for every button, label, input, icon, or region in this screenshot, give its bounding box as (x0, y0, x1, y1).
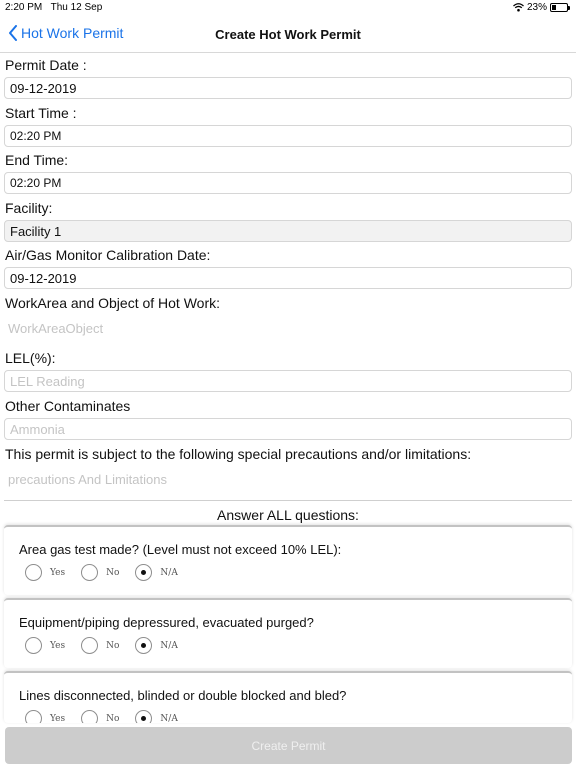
radio-circle-selected[interactable] (135, 710, 152, 723)
contaminates-field[interactable] (4, 418, 572, 440)
status-bar (0, 0, 576, 16)
battery-icon (550, 3, 568, 12)
end-time-label: End Time: (5, 152, 69, 168)
permit-date-value: 09-12-2019 (10, 80, 77, 96)
radio-yes[interactable] (25, 637, 65, 654)
create-permit-button[interactable] (5, 727, 572, 764)
radio-no[interactable] (81, 564, 119, 581)
radio-yes[interactable] (25, 710, 65, 723)
work-area-field[interactable]: WorkAreaObject (8, 321, 104, 336)
facility-label: Facility: (5, 200, 53, 216)
back-button-label: Hot Work Permit (21, 25, 124, 41)
start-time-value: 02:20 PM (10, 129, 62, 143)
question-card (4, 671, 572, 723)
contaminates-placeholder: Ammonia (10, 421, 65, 437)
calibration-date-value: 09-12-2019 (10, 270, 77, 286)
calibration-date-label: Air/Gas Monitor Calibration Date: (5, 247, 211, 263)
radio-no[interactable] (81, 637, 119, 654)
precautions-divider (4, 500, 572, 501)
radio-label: Yes (50, 640, 66, 651)
lel-label: LEL(%): (5, 350, 56, 366)
precautions-field[interactable]: precautions And Limitations (8, 472, 167, 487)
question-card (4, 598, 572, 668)
radio-na[interactable] (135, 564, 177, 581)
radio-label: Yes (50, 567, 66, 578)
status-right (513, 2, 568, 13)
questions-title: Answer ALL questions: (217, 507, 359, 523)
start-time-label: Start Time : (5, 105, 77, 121)
create-permit-label: Create Permit (251, 738, 326, 753)
precautions-label: This permit is subject to the following special precautions and/or limitations: (5, 446, 472, 462)
lel-field[interactable] (4, 370, 572, 392)
question-card (4, 525, 572, 595)
status-time: 2:20 PM Thu 12 Sep (5, 2, 103, 13)
radio-label: N/A (160, 713, 178, 723)
work-area-label: WorkArea and Object of Hot Work: (5, 295, 221, 311)
radio-circle[interactable] (25, 564, 42, 581)
radio-label: No (106, 640, 120, 651)
end-time-value: 02:20 PM (10, 176, 62, 190)
contaminates-label: Other Contaminates (5, 398, 131, 414)
radio-yes[interactable] (25, 564, 65, 581)
question-text: Lines disconnected, blinded or double blocked and bled? (19, 688, 347, 703)
facility-value: Facility 1 (10, 223, 62, 239)
facility-field[interactable] (4, 220, 572, 242)
radio-circle[interactable] (25, 710, 42, 723)
radio-circle[interactable] (25, 637, 42, 654)
battery-percent: 23% (526, 2, 547, 13)
radio-label: N/A (160, 640, 178, 651)
wifi-icon (513, 3, 524, 12)
radio-na[interactable] (135, 710, 177, 723)
radio-circle-selected[interactable] (135, 564, 152, 581)
page-title: Create Hot Work Permit (215, 27, 361, 42)
end-time-field[interactable] (4, 172, 572, 194)
radio-label: No (106, 567, 120, 578)
navigation-bar (0, 16, 576, 53)
calibration-date-field[interactable] (4, 267, 572, 289)
lel-placeholder: LEL Reading (10, 373, 85, 389)
radio-circle-selected[interactable] (135, 637, 152, 654)
permit-date-field[interactable] (4, 77, 572, 99)
radio-circle[interactable] (81, 710, 98, 723)
radio-circle[interactable] (81, 564, 98, 581)
radio-label: Yes (50, 713, 66, 723)
question-options (25, 710, 194, 723)
start-time-field[interactable] (4, 125, 572, 147)
question-text: Equipment/piping depressured, evacuated purged? (19, 615, 314, 630)
permit-date-label: Permit Date : (5, 57, 87, 73)
status-date: Thu 12 Sep (50, 2, 103, 13)
radio-na[interactable] (135, 637, 177, 654)
radio-no[interactable] (81, 710, 119, 723)
question-options (25, 564, 194, 581)
radio-circle[interactable] (81, 637, 98, 654)
question-text: Area gas test made? (Level must not exceed 10% LEL): (19, 542, 342, 557)
radio-label: No (106, 713, 120, 723)
radio-label: N/A (160, 567, 178, 578)
question-options (25, 637, 194, 654)
